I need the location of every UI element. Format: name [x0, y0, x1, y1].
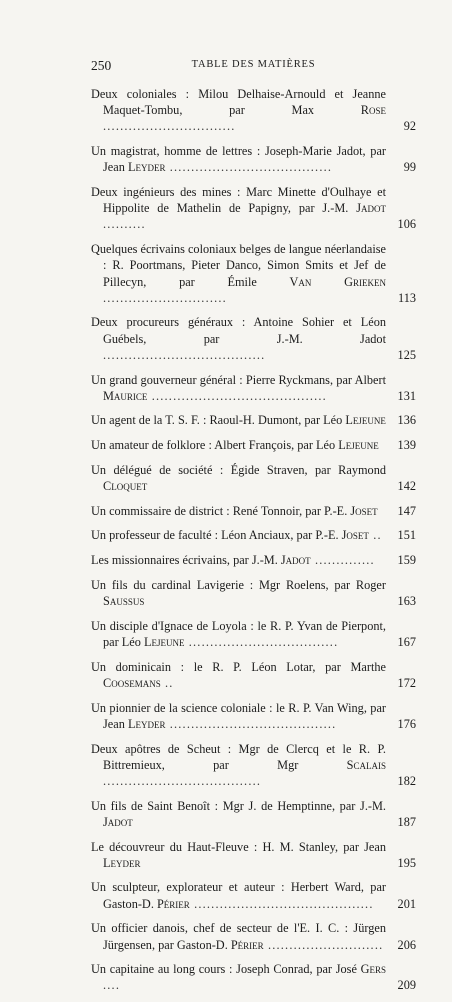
toc-entry	[91, 552, 416, 568]
entry-text: Deux apôtres de Scheut : Mgr de Clercq et le R. P. Bittremieux, par Mgr	[91, 741, 386, 772]
entry-page-number: 182	[397, 773, 416, 788]
entry-text: Deux ingénieurs des mines : Marc Minette d'Oulhaye et Hippolite de Mathelin de Papigny, par J.-M.	[91, 185, 386, 216]
entry-author: Joset	[341, 528, 369, 543]
toc-entry	[91, 412, 416, 428]
entry-author: Périer	[230, 937, 264, 952]
entry-page-number: 136	[397, 413, 416, 428]
toc-entry	[91, 618, 416, 650]
dot-leader: ...........................	[263, 937, 384, 952]
entry-text: Le découvreur du Haut-Fleuve : H. M. Stanley, par Jean	[91, 839, 386, 854]
entry-text: Deux procureurs généraux : Antoine Sohier et Léon Guébels, par J.-M. Jadot	[91, 315, 386, 346]
dot-leader: .....................................	[103, 773, 262, 788]
entry-text: Un amateur de folklore : Albert François, par Léo	[91, 438, 339, 453]
entry-text: Un pionnier de la science coloniale : le R. P. Van Wing, par Jean	[91, 700, 386, 731]
toc-entry	[91, 659, 416, 691]
toc-entry	[91, 961, 416, 993]
dot-leader: .........................................	[147, 388, 327, 403]
entry-text: Un délégué de société : Égide Straven, par Raymond	[91, 462, 386, 477]
entry-text: Quelques écrivains coloniaux belges de langue néerlandaise : R. Poortmans, Pieter Danco, Simon Smits et Jef de Pillecyn, par Émile	[91, 242, 387, 289]
toc-entry	[91, 241, 416, 306]
entry-page-number: 142	[397, 479, 416, 494]
entry-text: Un magistrat, homme de lettres : Joseph-Marie Jadot, par Jean	[91, 144, 386, 175]
entry-page-number: 113	[398, 290, 416, 305]
dot-leader: ..	[368, 528, 382, 543]
entry-text: Un fils du cardinal Lavigerie : Mgr Roelens, par Roger	[91, 577, 386, 592]
toc-entry	[91, 839, 416, 871]
entry-text: Un agent de la T. S. F. : Raoul-H. Dumont, par Léo	[91, 413, 346, 428]
entry-author: Maurice	[103, 388, 148, 403]
toc-entry	[91, 503, 416, 519]
entry-page-number: 187	[397, 814, 416, 829]
toc-entry	[91, 879, 416, 911]
dot-leader: ......................................	[103, 347, 266, 362]
entry-page-number: 176	[397, 716, 416, 731]
toc-entry	[91, 86, 416, 135]
table-of-contents	[91, 86, 416, 1002]
entry-page-number: 172	[397, 675, 416, 690]
entry-page-number: 99	[403, 160, 416, 175]
toc-entry	[91, 314, 416, 363]
dot-leader: ...............................	[103, 119, 236, 134]
entry-page-number: 125	[397, 347, 416, 362]
entry-author: Leyder	[103, 855, 141, 870]
dot-leader: .......................................	[165, 716, 337, 731]
entry-page-number: 131	[397, 388, 416, 403]
dot-leader: ..........	[103, 217, 146, 232]
entry-author: Jadot	[103, 814, 133, 829]
dot-leader: ....	[103, 978, 121, 993]
entry-text: Un disciple d'Ignace de Loyola : le R. P. Yvan de Pierpont, par Léo	[91, 618, 386, 649]
entry-page-number: 106	[397, 217, 416, 232]
toc-entry	[91, 527, 416, 543]
toc-entry	[91, 920, 416, 952]
page-number: 250	[91, 58, 112, 73]
entry-page-number: 201	[397, 896, 416, 911]
entry-text: Un dominicain : le R. P. Léon Lotar, par Marthe	[91, 659, 386, 674]
entry-page-number: 147	[397, 503, 416, 518]
entry-text: Un officier danois, chef de secteur de l'E. I. C. : Jürgen Jürgensen, par Gaston-D.	[91, 921, 386, 952]
entry-text: Un fils de Saint Benoît : Mgr J. de Hemptinne, par J.-M.	[91, 798, 386, 813]
entry-author: Leyder	[127, 160, 166, 175]
entry-page-number: 209	[397, 978, 416, 993]
dot-leader: ...................................	[184, 634, 339, 649]
entry-page-number: 151	[397, 528, 416, 543]
entry-author: Lejeune	[338, 438, 379, 453]
entry-author: Lejeune	[143, 634, 185, 649]
entry-author: Gers	[360, 962, 386, 977]
dot-leader: ..............	[310, 553, 375, 568]
entry-author: Cloquet	[103, 479, 148, 494]
running-title: TABLE DES MATIÈRES	[191, 59, 316, 70]
entry-page-number: 167	[397, 634, 416, 649]
entry-page-number: 159	[397, 553, 416, 568]
dot-leader: .............................	[103, 290, 227, 305]
toc-entry	[91, 700, 416, 732]
entry-author: Jadot	[280, 553, 311, 568]
entry-page-number: 163	[397, 594, 416, 609]
entry-text: Un commissaire de district : René Tonnoir, par P.-E.	[91, 503, 351, 518]
toc-entry	[91, 437, 416, 453]
toc-entry	[91, 577, 416, 609]
entry-author: Coosemans	[103, 675, 161, 690]
entry-page-number: 139	[397, 438, 416, 453]
dot-leader: ..........................................	[189, 896, 374, 911]
toc-entry	[91, 462, 416, 494]
entry-text: Un sculpteur, explorateur et auteur : Herbert Ward, par Gaston-D.	[91, 880, 386, 911]
entry-text: Les missionnaires écrivains, par J.-M.	[91, 553, 281, 568]
entry-author: Lejeune	[345, 413, 386, 428]
entry-author: Périer	[156, 896, 190, 911]
entry-text: Un capitaine au long cours : Joseph Conrad, par José	[91, 962, 361, 977]
entry-author: Saussus	[103, 594, 145, 609]
entry-page-number: 195	[397, 855, 416, 870]
toc-entry	[91, 184, 416, 233]
page-header	[91, 58, 416, 74]
entry-author: Van Grieken	[289, 274, 386, 289]
toc-entry	[91, 372, 416, 404]
entry-page-number: 206	[397, 937, 416, 952]
entry-author: Rose	[360, 103, 386, 118]
entry-author: Leyder	[127, 716, 166, 731]
entry-author: Joset	[350, 503, 378, 518]
entry-text: Deux coloniales : Milou Delhaise-Arnould et Jeanne Maquet-Tombu, par Max	[91, 87, 386, 118]
entry-text: Un professeur de faculté : Léon Anciaux, par P.-E.	[91, 528, 342, 543]
dot-leader: ..	[160, 675, 174, 690]
entry-author: Jadot	[356, 201, 386, 216]
toc-entry	[91, 741, 416, 790]
entry-text: Un grand gouverneur général : Pierre Ryckmans, par Albert	[91, 372, 386, 387]
toc-entry	[91, 798, 416, 830]
toc-entry	[91, 143, 416, 175]
dot-leader: ......................................	[165, 160, 333, 175]
entry-author: Scalais	[346, 757, 386, 772]
entry-page-number: 92	[403, 119, 416, 134]
